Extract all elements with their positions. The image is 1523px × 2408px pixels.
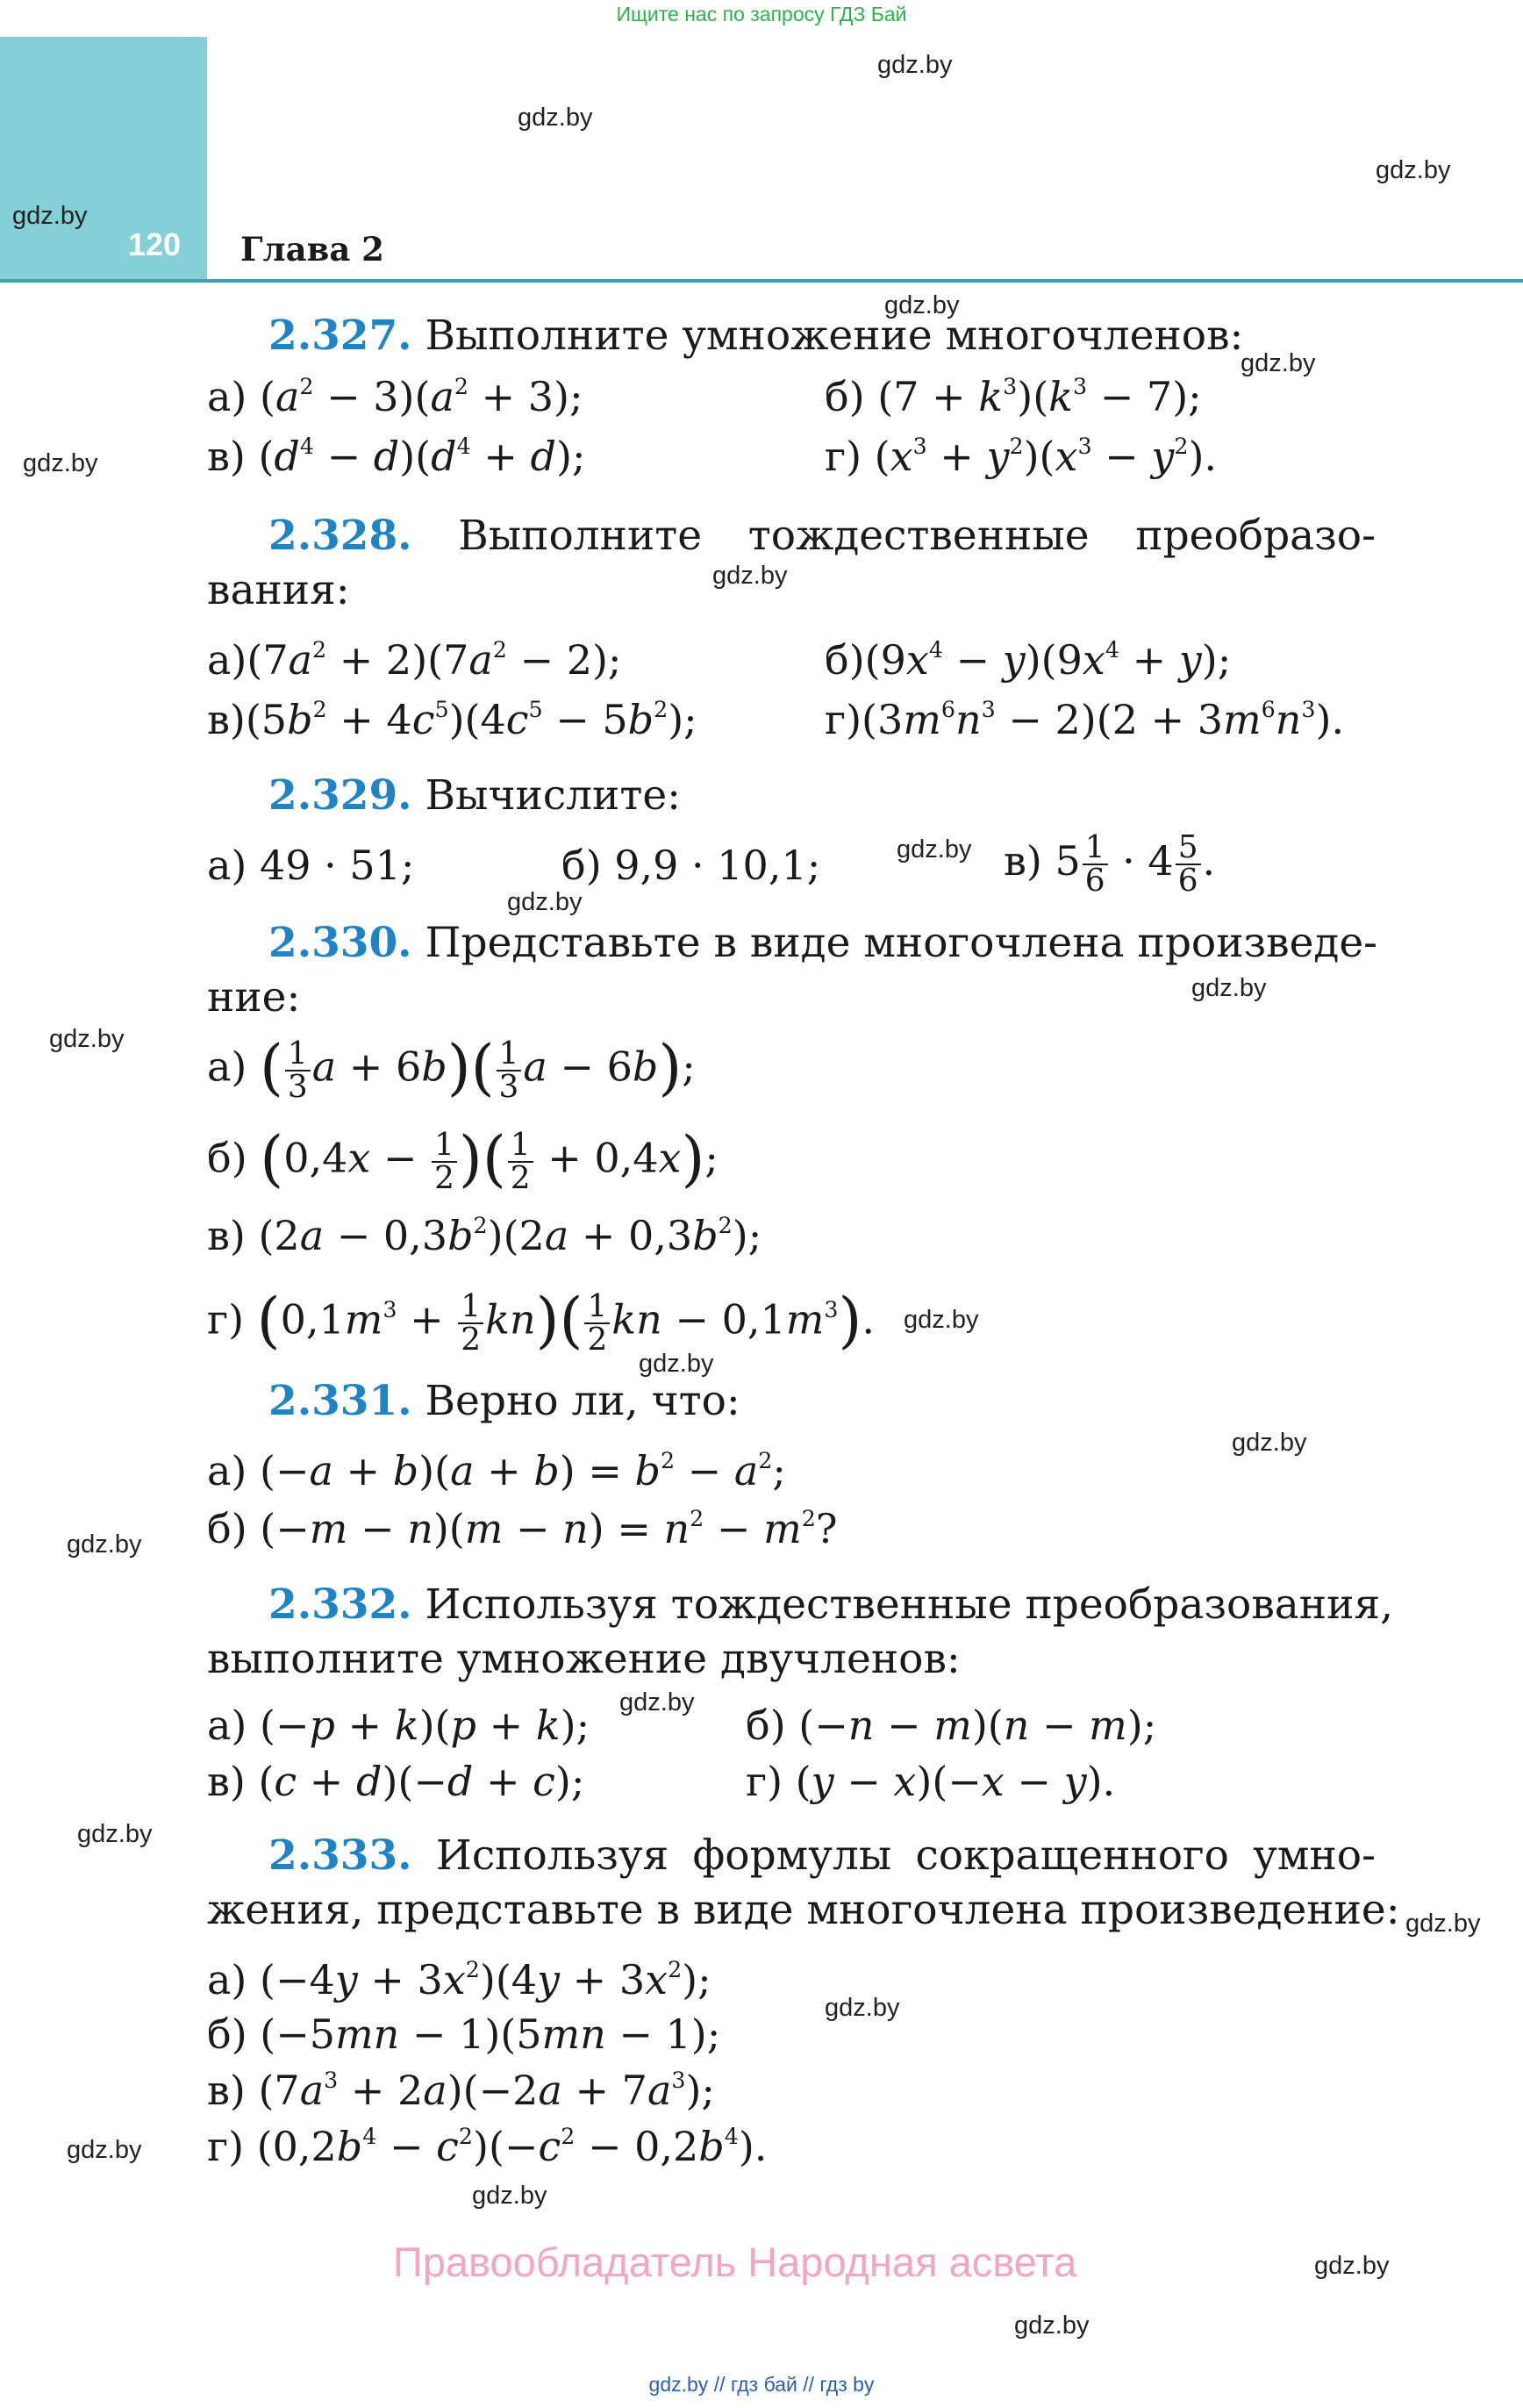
watermark: gdz.by — [67, 2136, 142, 2164]
exercise-2-332-title — [268, 1580, 1394, 1629]
copyright-notice: Правообладатель Народная асвета — [393, 2239, 1077, 2285]
exercise-text: Верно ли, что: — [425, 1377, 740, 1425]
exercise-2-333-g: г) $(0,2b^4 - c^2)(-c^2 - 0,2b^4)$. — [207, 2123, 768, 2170]
exercise-number: 2.332. — [268, 1580, 412, 1629]
watermark: gdz.by — [1241, 349, 1316, 377]
exercise-2-332-g: г) (y − x)(−x − y). — [746, 1758, 1116, 1805]
exercise-text: Выполните умножение многочленов: — [425, 312, 1244, 360]
exercise-2-331-b: б) $(-m - n)(m - n) = n^2 - m^2$? — [207, 1505, 838, 1552]
exercise-2-327-a: а) $(a^2 - 3)(a^2 + 3)$; — [207, 373, 583, 420]
exercise-2-332-title-cont: выполните умножение двучленов: — [207, 1635, 961, 1683]
exercise-2-333-b: б) (−5mn − 1)(5mn − 1); — [207, 2010, 721, 2058]
exercise-2-329-b: б) 9,9 · 10,1; — [561, 842, 821, 889]
exercise-2-331-title — [268, 1378, 740, 1425]
exercise-2-327-v: в) $(d^4 - d)(d^4 + d)$; — [207, 433, 586, 480]
exercise-text: Вычислите: — [425, 771, 682, 820]
watermark: gdz.by — [12, 202, 88, 230]
watermark: gdz.by — [884, 291, 960, 319]
exercise-number: 2.330. — [268, 919, 412, 967]
watermark: gdz.by — [67, 1530, 142, 1559]
exercise-2-332-a: а) (−p + k)(p + k); — [207, 1702, 590, 1749]
exercise-2-333-v: в) $(7a^3 + 2a)(-2a + 7a^3)$; — [207, 2067, 715, 2114]
top-note: Ищите нас по запросу ГДЗ Бай — [616, 3, 907, 25]
exercise-2-330-title — [268, 920, 1376, 967]
exercise-2-329-v: в) 5 $\frac{1}{6}$ · 4 $\frac{5}{6}$ . — [1004, 829, 1216, 899]
exercise-2-333-title — [268, 1832, 1376, 1880]
chapter-title: Глава 2 — [240, 230, 384, 269]
exercise-2-328-v: $в)(5b^2 + 4c^5)(4c^5 - 5b^2)$; — [207, 696, 697, 743]
exercise-2-330-title-cont: ние: — [207, 973, 301, 1021]
exercise-2-330-b: б) (0,4x − $\frac{1}{2}$ )( $\frac{1}{2}$ + 0,4x); — [207, 1124, 719, 1196]
watermark: gdz.by — [619, 1688, 695, 1716]
exercise-2-330-g: г) ($0,1m^3$ + $\frac{1}{2}$ kn)( $\frac{1}{2}$ kn − $0,1m^3$). — [207, 1286, 876, 1358]
watermark: gdz.by — [1314, 2252, 1390, 2280]
exercise-2-332-b: б) (−n − m)(n − m); — [746, 1702, 1157, 1749]
watermark: gdz.by — [825, 1994, 900, 2022]
exercise-2-327-b: б) $(7 + k^3)(k^3 - 7)$; — [825, 373, 1202, 420]
watermark: gdz.by — [904, 1306, 979, 1334]
watermark: gdz.by — [77, 1820, 153, 1848]
exercise-text: Представьте в виде многочлена произведе- — [425, 919, 1378, 967]
header-divider — [0, 279, 1523, 283]
exercise-2-333-title-cont: жения, представьте в виде многочлена произведение: — [207, 1886, 1400, 1934]
exercise-2-330-v: в) $(2a - 0,3b^2)(2a + 0,3b^2)$; — [207, 1212, 762, 1259]
exercise-number: 2.327. — [268, 312, 412, 360]
exercise-2-329-title — [268, 772, 681, 820]
watermark: gdz.by — [49, 1025, 125, 1053]
footer-links: gdz.by // гдз бай // гдз by — [648, 2373, 875, 2396]
exercise-text: Используя формулы сокращенного умно- — [435, 1831, 1376, 1880]
watermark: gdz.by — [1376, 156, 1451, 184]
exercise-2-327-g: г) $(x^3 + y^2)(x^3 - y^2)$. — [825, 433, 1218, 480]
watermark: gdz.by — [507, 888, 583, 916]
watermark: gdz.by — [1191, 974, 1267, 1002]
exercise-number: 2.333. — [268, 1831, 412, 1880]
page-number: 120 — [128, 226, 182, 262]
exercise-2-328-a: $а)(7a^2 + 2)(7a^2 - 2)$; — [207, 636, 622, 684]
exercise-2-328-title-cont: вания: — [207, 566, 350, 614]
watermark: gdz.by — [897, 835, 972, 864]
exercise-2-328-b: $б)(9x^4 - y)(9x^4 + y)$; — [825, 636, 1232, 684]
watermark: gdz.by — [639, 1350, 714, 1378]
exercise-number: 2.329. — [268, 771, 412, 820]
watermark: gdz.by — [1014, 2311, 1090, 2340]
exercise-2-327-title — [268, 312, 1243, 360]
exercise-2-333-a: а) $(-4y + 3x^2)(4y + 3x^2)$; — [207, 1956, 711, 2003]
exercise-number: 2.331. — [268, 1377, 412, 1425]
watermark: gdz.by — [23, 449, 98, 477]
exercise-text: Выполните тождественные преобразо- — [458, 512, 1376, 560]
exercise-2-332-v: в) (c + d)(−d + c); — [207, 1758, 585, 1805]
exercise-number: 2.328. — [268, 512, 412, 560]
exercise-2-331-a: а) $(-a + b)(a + b) = b^2 - a^2$; — [207, 1447, 786, 1494]
watermark: gdz.by — [1232, 1429, 1307, 1457]
watermark: gdz.by — [877, 51, 953, 79]
exercise-2-328-title — [268, 512, 1376, 560]
exercise-2-329-a: а) 49 · 51; — [207, 842, 415, 889]
watermark: gdz.by — [472, 2182, 547, 2210]
watermark: gdz.by — [712, 562, 788, 590]
watermark: gdz.by — [1405, 1910, 1481, 1938]
exercise-text: Используя тождественные преобразования, — [425, 1580, 1394, 1629]
watermark: gdz.by — [518, 104, 593, 132]
exercise-2-328-g: $г)(3m^6n^3 - 2)(2 + 3m^6n^3)$. — [825, 696, 1345, 743]
exercise-2-330-a: а) ( $\frac{1}{3}$ a + 6b)( $\frac{1}{3}$ a − 6b); — [207, 1033, 696, 1105]
